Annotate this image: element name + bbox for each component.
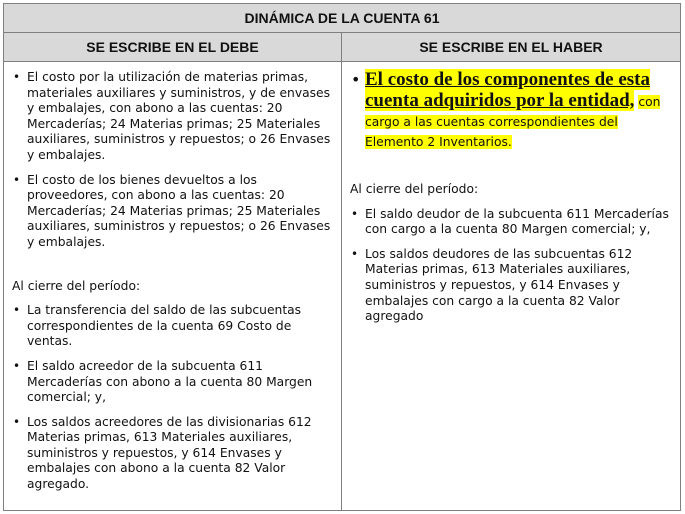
debe-list (12, 70, 333, 251)
debe-column (4, 62, 342, 510)
bullet-icon: • (13, 70, 21, 84)
haber-period-list (350, 207, 670, 325)
haber-column (342, 62, 680, 510)
highlighted-item (350, 70, 670, 152)
haber-period-label: Al cierre del período: (350, 182, 479, 196)
bullet-icon: • (13, 172, 21, 187)
bullet-icon: • (351, 246, 359, 261)
highlight-rest-text: con cargo a las cuentas correspondientes del Elemento 2 Inventarios. (365, 95, 661, 149)
item-text: Los saldos acreedores de las divisionarias 612 Materias primas, 613 Materiales auxiliares, suministros y repuestos, y 614 Envases y embalajes con abono a la cuenta 82 Valor agregado. (27, 414, 312, 492)
list-item (12, 415, 333, 493)
item-text: El costo por la utilización de materias primas, materiales auxiliares y suministros, y de envases y embalajes, con abono a las cuentas: 20 Mercaderías; 24 Materias primas; 25 Materiales auxiliares, suministros y repuestos; o 26 Envases y embalajes. (27, 70, 331, 162)
list-item (12, 173, 333, 251)
list-item (12, 70, 333, 164)
bullet-icon: • (351, 70, 361, 89)
bullet-icon: • (13, 303, 21, 318)
item-text: La transferencia del saldo de las subcuentas correspondientes de la cuenta 69 Costo de ventas. (27, 303, 302, 349)
haber-highlight-list (350, 70, 670, 152)
haber-header: SE ESCRIBE EN EL HABER (342, 33, 680, 62)
debe-period-list (12, 303, 333, 493)
highlight-bold-text: El costo de los componentes de esta cuenta adquiridos por la entidad, (365, 69, 650, 111)
bullet-icon: • (13, 414, 21, 429)
item-text: El saldo acreedor de la subcuenta 611 Mercaderías con abono a la cuenta 80 Margen comercial; y, (27, 358, 313, 405)
debe-period-label: Al cierre del período: (12, 278, 141, 293)
bullet-icon: • (13, 358, 21, 373)
debe-header: SE ESCRIBE EN EL DEBE (4, 33, 342, 62)
list-item (12, 359, 333, 406)
account-dynamics-table (3, 3, 681, 511)
item-text: El costo de los bienes devueltos a los proveedores, con abono a las cuentas: 20 Mercaderías; 24 Materias primas; 25 Materiales auxiliares, suministros y repuestos; o 26 Envases y embalajes. (27, 172, 331, 249)
list-item (350, 207, 670, 238)
item-text: El saldo deudor de la subcuenta 611 Mercaderías con cargo a la cuenta 80 Margen comercial; y, (365, 206, 669, 237)
bullet-icon: • (351, 206, 359, 221)
item-text: Los saldos deudores de las subcuentas 612 Materias primas, 613 Materiales auxiliares, suministros y repuestos, y 614 Envases y embalajes con cargo a la cuenta 82 Valor agregado (365, 246, 633, 324)
table-title: DINÁMICA DE LA CUENTA 61 (4, 4, 680, 33)
list-item (350, 247, 670, 325)
list-item (12, 303, 333, 350)
